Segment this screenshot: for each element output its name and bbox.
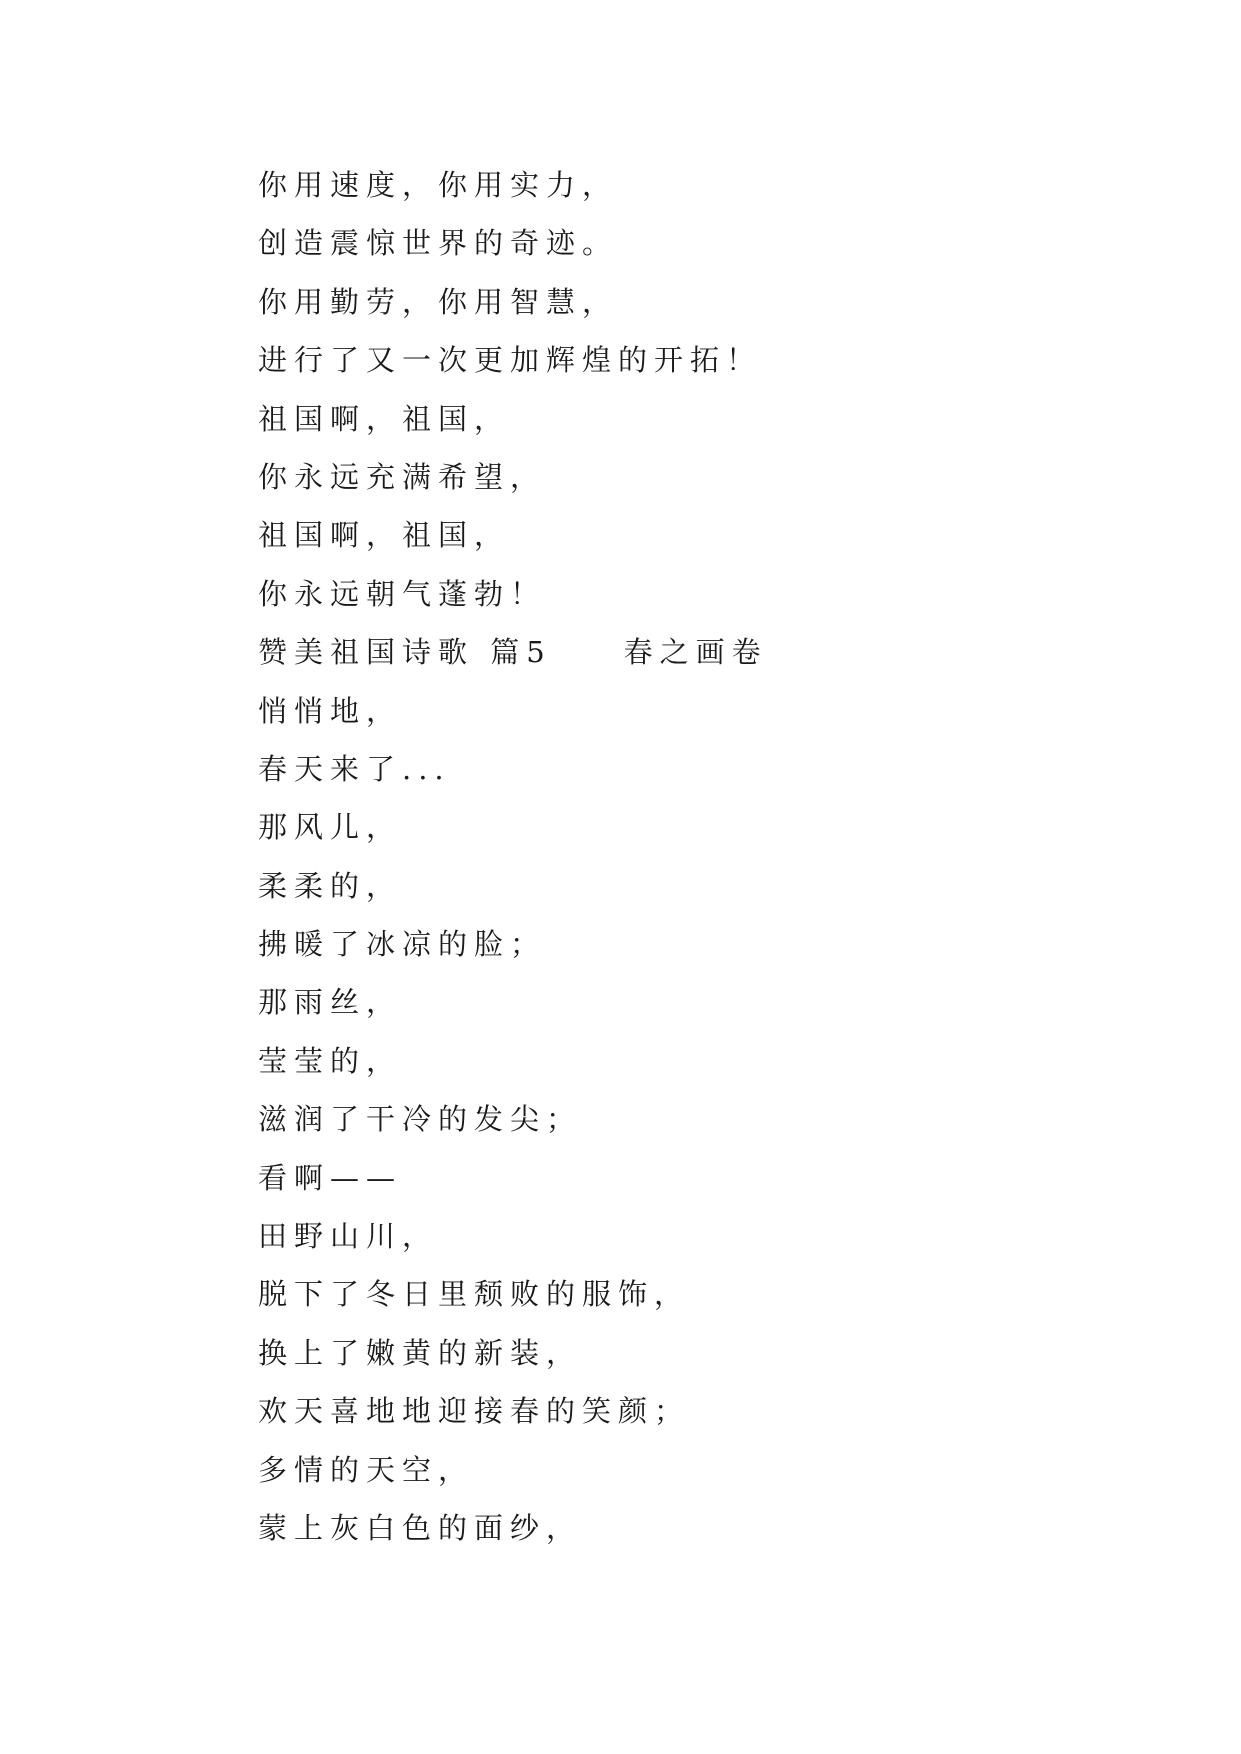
text-line: 蒙上灰白色的面纱， [258,1510,583,1545]
text-line: 你永远朝气蓬勃！ [258,576,547,611]
text-line: 田野山川， [258,1219,439,1254]
text-line: 多情的天空， [258,1452,475,1487]
text-line: 悄悄地， [258,693,403,728]
text-line: 欢天喜地地迎接春的笑颜； [258,1394,691,1429]
poem-text [258,156,768,1557]
text-line: 你用勤劳，你用智慧， [258,284,619,319]
text-line: 莹莹的， [258,1043,403,1078]
text-line: 你永远充满希望， [258,459,547,494]
text-line: 进行了又一次更加辉煌的开拓！ [258,343,763,378]
section-heading: 赞美祖国诗歌 篇5 春之画卷 [258,635,768,670]
text-line: 创造震惊世界的奇迹。 [258,226,619,261]
text-line: 看啊—— [258,1160,403,1195]
text-line: 你用速度，你用实力， [258,168,619,202]
text-line: 春天来了... [258,751,451,786]
text-line: 祖国啊，祖国， [258,401,511,436]
text-line: 脱下了冬日里颓败的服饰， [258,1277,691,1312]
text-line: 那雨丝， [258,985,403,1020]
text-line: 柔柔的， [258,868,403,903]
text-line: 祖国啊，祖国， [258,518,511,553]
text-line: 换上了嫩黄的新装， [258,1335,583,1370]
text-line: 那风儿， [258,810,403,845]
text-line: 拂暖了冰凉的脸； [258,927,547,962]
text-line: 滋润了干冷的发尖； [258,1102,583,1137]
